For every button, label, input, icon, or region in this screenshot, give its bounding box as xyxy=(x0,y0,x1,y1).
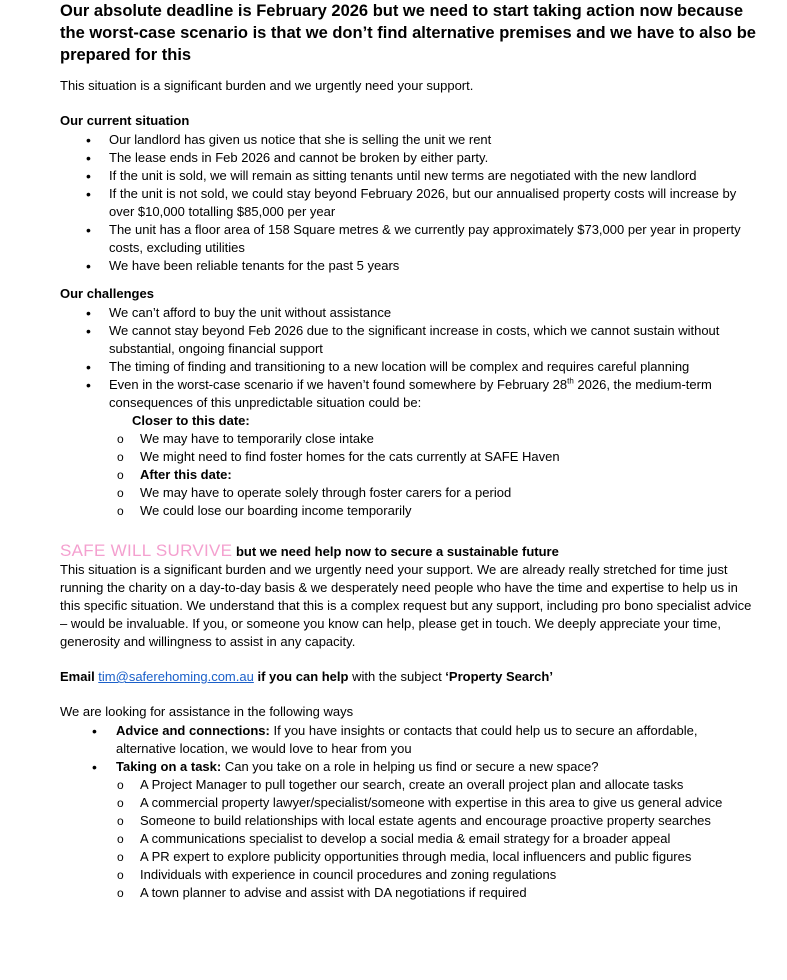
worst-case-text-end: 2026, the medium-term consequences of this unpredictable situation could be: xyxy=(109,377,712,410)
list-item: • We can’t afford to buy the unit without assistance xyxy=(60,304,760,322)
current-situation-title: Our current situation xyxy=(60,113,190,128)
closer-to-date-heading: Closer to this date: xyxy=(132,413,250,428)
list-item: • We have been reliable tenants for the past 5 years xyxy=(60,257,760,275)
email-line xyxy=(60,668,760,686)
advice-text: If you have insights or contacts that could help us to secure an affordable, alternative location, we would love to hear from you xyxy=(116,723,698,756)
sub-list-item: o A Project Manager to pull together our search, create an overall project plan and allocate tasks xyxy=(60,776,760,794)
sub-list-item: o A commercial property lawyer/specialist/someone with expertise in this area to give us general advice xyxy=(60,794,760,812)
list-item-worst-case xyxy=(60,376,760,412)
sub-list-item xyxy=(60,466,760,484)
sub-list-item: o We may have to operate solely through foster carers for a period xyxy=(60,484,760,502)
document-page xyxy=(60,0,760,902)
task-roles-list xyxy=(60,776,760,902)
sub-list-item: o We could lose our boarding income temporarily xyxy=(60,502,760,520)
after-date-heading: After this date: xyxy=(140,467,232,482)
list-item: • Our landlord has given us notice that she is selling the unit we rent xyxy=(60,131,760,149)
email-subject: ‘Property Search’ xyxy=(445,669,553,684)
sub-list-item: o We might need to find foster homes for the cats currently at SAFE Haven xyxy=(60,448,760,466)
worst-case-text-start: Even in the worst-case scenario if we haven’t found somewhere by February 28 xyxy=(109,377,568,392)
sub-list-item: o Individuals with experience in council procedures and zoning regulations xyxy=(60,866,760,884)
list-item: • The timing of finding and transitioning to a new location will be complex and requires careful planning xyxy=(60,358,760,376)
list-item: • The unit has a floor area of 158 Square metres & we currently pay approximately $73,000 per year in property costs, excluding utilities xyxy=(60,221,760,257)
sub-list-item: o A town planner to advise and assist with DA negotiations if required xyxy=(60,884,760,902)
list-item: • If the unit is not sold, we could stay beyond February 2026, but our annualised property costs will increase by over $10,000 totalling $85,000 per year xyxy=(60,185,760,221)
survive-paragraph: This situation is a significant burden and we urgently need your support. We are already really stretched for time just running the charity on a day-to-day basis & we desperately need people who have the time and expertise to help us in this specific situation. We understand that this is a complex request but any support, including pro bono specialist advice – would be invaluable. If you, or someone you know can help, please get in touch. We deeply appreciate your time, generosity and willingness to assist in any capacity. xyxy=(60,562,752,649)
email-subject-lead: with the subject xyxy=(348,669,446,684)
list-item: • If the unit is sold, we will remain as sitting tenants until new terms are negotiated with the new landlord xyxy=(60,167,760,185)
page-heading: Our absolute deadline is February 2026 but we need to start taking action now because the worst-case scenario is that we don’t find alternative premises and we have to also be prepared for this xyxy=(60,2,756,64)
task-text: Can you take on a role in helping us find or secure a new space? xyxy=(221,759,599,774)
challenges-list xyxy=(60,304,760,412)
list-item: • The lease ends in Feb 2026 and cannot be broken by either party. xyxy=(60,149,760,167)
list-item: • We cannot stay beyond Feb 2026 due to the significant increase in costs, which we cannot sustain without substantial, ongoing financial support xyxy=(60,322,760,358)
sub-list-item: o Someone to build relationships with local estate agents and encourage proactive property searches xyxy=(60,812,760,830)
intro-text: This situation is a significant burden and we urgently need your support. xyxy=(60,78,474,93)
task-label: Taking on a task: xyxy=(116,759,222,774)
email-middle: if you can help xyxy=(253,669,349,684)
sub-list-item: o We may have to temporarily close intake xyxy=(60,430,760,448)
ordinal-suffix: th xyxy=(567,376,574,386)
advice-label: Advice and connections: xyxy=(116,723,270,738)
list-item xyxy=(60,758,760,776)
closer-to-date-list xyxy=(60,430,760,520)
current-situation-list xyxy=(60,131,760,275)
email-link[interactable]: tim@saferehoming.com.au xyxy=(98,669,254,684)
challenges-title: Our challenges xyxy=(60,286,154,301)
survive-heading-rest: but we need help now to secure a sustainable future xyxy=(232,544,559,559)
assistance-intro: We are looking for assistance in the following ways xyxy=(60,704,354,719)
assistance-list xyxy=(60,722,760,776)
sub-list-item: o A PR expert to explore publicity opportunities through media, local influencers and public figures xyxy=(60,848,760,866)
survive-heading xyxy=(60,542,760,561)
survive-highlight: SAFE WILL SURVIVE xyxy=(60,541,233,560)
sub-list-item: o A communications specialist to develop a social media & email strategy for a broader appeal xyxy=(60,830,760,848)
list-item xyxy=(60,722,760,758)
email-prefix: Email xyxy=(60,669,99,684)
